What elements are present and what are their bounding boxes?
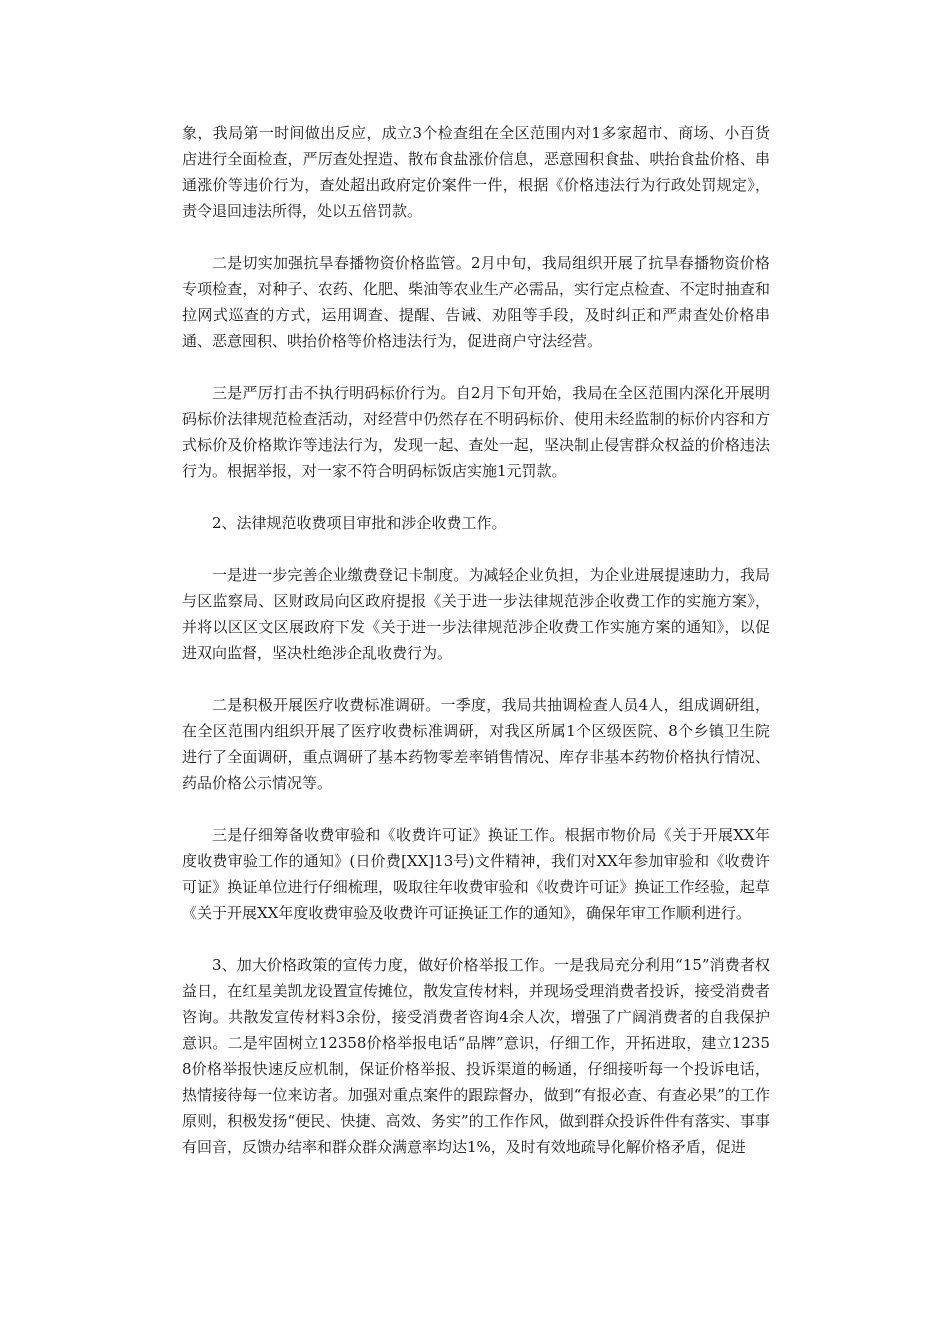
paragraph-fee-registration: 一是进一步完善企业缴费登记卡制度。为减轻企业负担，为企业进展提速助力，我局与区监察局、区财政局向区政府提报《关于进一步法律规范涉企收费工作的实施方案》，并将以区区文区展政府下发《关于进一步法律规范涉企收费工作实施方案的通知》，以促进双向监督，坚决杜绝涉企乱收费行为。 <box>182 566 770 662</box>
paragraph-fee-audit-license: 三是仔细筹备收费审验和《收费许可证》换证工作。根据市物价局《关于开展XX年度收费审验工作的通知》(日价费[XX]13号)文件精神，我们对XX年参加审验和《收费许可证》换证单位进行仔细梳理，吸取往年收费审验和《收费许可证》换证工作经验，起草《关于开展XX年度收费审验及收费许可证换证工作的通知》，确保年审工作顺利进行。 <box>182 826 770 922</box>
section-heading-fee-approval: 2、法律规范收费项目审批和涉企收费工作。 <box>212 514 507 532</box>
document-page <box>182 120 770 1186</box>
paragraph-medical-fee-research: 二是积极开展医疗收费标准调研。一季度，我局共抽调检查人员4人，组成调研组，在全区范围内组织开展了医疗收费标准调研，对我区所属1个区级医院、8个乡镇卫生院进行了全面调研，重点调研了基本药物零差率销售情况、库存非基本药物价格执行情况、药品价格公示情况等。 <box>182 696 770 792</box>
paragraph-price-tagging: 三是严厉打击不执行明码标价行为。自2月下旬开始，我局在全区范围内深化开展明码标价法律规范检查活动，对经营中仍然存在不明码标价、使用未经监制的标价内容和方式标价及价格欺诈等违法行为，发现一起、查处一起，坚决制止侵害群众权益的价格违法行为。根据举报，对一家不符合明码标饭店实施1元罚款。 <box>182 384 770 480</box>
paragraph-continuation: 象，我局第一时间做出反应，成立3个检查组在全区范围内对1多家超市、商场、小百货店进行全面检查，严厉查处捏造、散布食盐涨价信息，恶意囤积食盐、哄抬食盐价格、串通涨价等违价行为，查处超出政府定价案件一件，根据《价格违法行为行政处罚规定》，责令退回违法所得，处以五倍罚款。 <box>182 124 770 220</box>
paragraph-spring-sowing-supervision: 二是切实加强抗旱春播物资价格监管。2月中旬，我局组织开展了抗旱春播物资价格专项检查，对种子、农药、化肥、柴油等农业生产必需品，实行定点检查、不定时抽查和拉网式巡查的方式，运用调查、提醒、告诫、劝阻等手段，及时纠正和严肃查处价格串通、恶意囤积、哄抬价格等价格违法行为，促进商户守法经营。 <box>182 254 770 350</box>
paragraph-publicity-reporting: 3、加大价格政策的宣传力度，做好价格举报工作。一是我局充分利用“15”消费者权益日，在红星美凯龙设置宣传摊位，散发宣传材料，并现场受理消费者投诉，接受消费者咨询。共散发宣传材料3余份，接受消费者咨询4余人次，增强了广阔消费者的自我保护意识。二是牢固树立12358价格举报电话“品牌”意识，仔细工作，开拓进取，建立12358价格举报快速反应机制，保证价格举报、投诉渠道的畅通，仔细接听每一个投诉电话，热情接待每一位来访者。加强对重点案件的跟踪督办，做到“有报必查、有查必果”的工作原则，积极发扬“便民、快捷、高效、务实”的工作作风，做到群众投诉件件有落实、事事有回音，反馈办结率和群众群众满意率均达1%，及时有效地疏导化解价格矛盾，促进 <box>182 956 770 1156</box>
